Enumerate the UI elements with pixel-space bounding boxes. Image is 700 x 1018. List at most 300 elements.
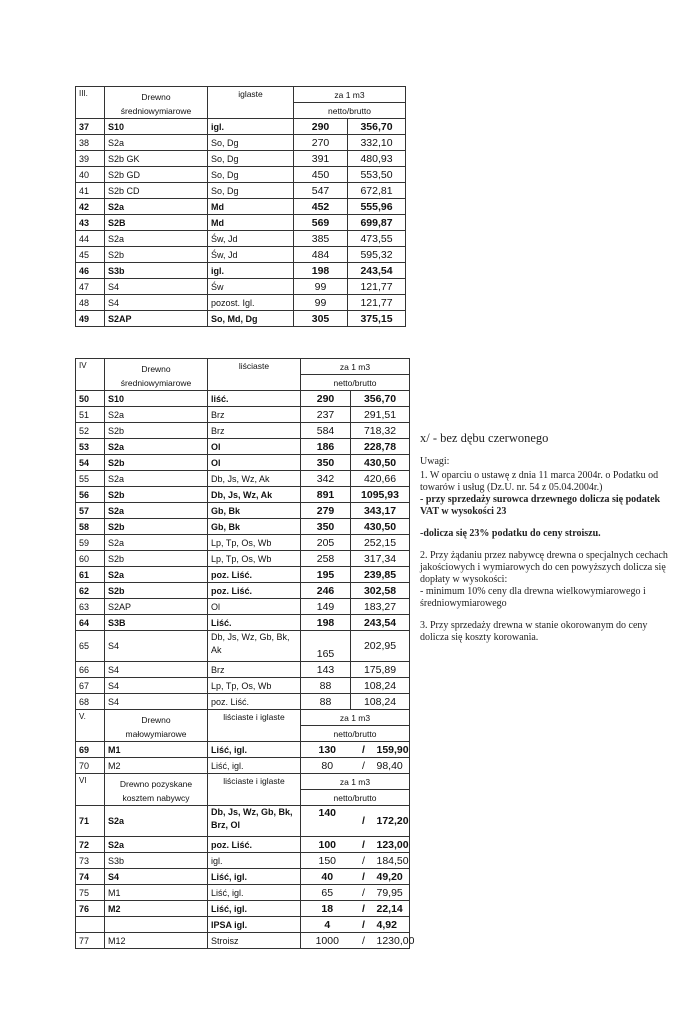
assortment-class: S2a: [105, 199, 208, 215]
row-number: 65: [76, 631, 105, 662]
row-number: [76, 917, 105, 933]
net-price: 246: [301, 583, 351, 599]
species: Gb, Bk: [208, 519, 301, 535]
gross-price: 121,77: [348, 279, 406, 295]
section5-title-line2: małowymiarowe: [125, 729, 187, 739]
table-row: [76, 151, 406, 167]
species: Md: [208, 215, 294, 231]
gross-price: 98,40: [376, 759, 403, 772]
gross-price: 1095,93: [351, 487, 410, 503]
table-row: [76, 885, 410, 901]
row-number: 38: [76, 135, 105, 151]
row-number: 54: [76, 455, 105, 471]
section4-title-line2: średniowymiarowe: [120, 378, 192, 388]
row-number: 45: [76, 247, 105, 263]
row-number: 53: [76, 439, 105, 455]
assortment-class: S3b: [105, 853, 208, 869]
row-number: 76: [76, 901, 105, 917]
slash-separator: /: [362, 854, 365, 867]
table-row: [76, 853, 410, 869]
gross-price: 184,50: [376, 854, 409, 867]
net-price: 350: [301, 455, 351, 471]
table-row: [76, 678, 410, 694]
gross-price: 672,81: [348, 183, 406, 199]
row-number: 72: [76, 837, 105, 853]
row-number: 58: [76, 519, 105, 535]
section6-title-line2: kosztem nabywcy: [122, 793, 190, 803]
assortment-class: S2b: [105, 487, 208, 503]
species: Md: [208, 199, 294, 215]
assortment-class: S4: [105, 694, 208, 710]
section4-species-header: liściaste: [208, 359, 301, 391]
assortment-class: S4: [105, 662, 208, 678]
gross-price-cell: [351, 853, 410, 869]
row-number: 68: [76, 694, 105, 710]
table-sections-4-6: [75, 358, 415, 949]
assortment-class: S2a: [105, 471, 208, 487]
assortment-class: S2AP: [105, 599, 208, 615]
gross-price: 473,55: [348, 231, 406, 247]
table-row: [76, 439, 410, 455]
table-row: [76, 901, 410, 917]
section6-price-header: za 1 m3: [301, 774, 410, 790]
species: poz. Liść.: [208, 567, 301, 583]
table-row: [76, 119, 406, 135]
section6-roman: VI: [76, 774, 105, 806]
gross-price: 243,54: [348, 263, 406, 279]
assortment-class: S2AP: [105, 311, 208, 327]
net-price: 149: [301, 599, 351, 615]
net-price: 305: [294, 311, 348, 327]
table-row: [76, 631, 410, 662]
species: Ol: [208, 455, 301, 471]
table-row: [76, 837, 410, 853]
species: So, Dg: [208, 183, 294, 199]
gross-price: 375,15: [348, 311, 406, 327]
gross-price: 718,32: [351, 423, 410, 439]
assortment-class: S2b: [105, 247, 208, 263]
gross-price: 356,70: [348, 119, 406, 135]
assortment-class: S2b: [105, 519, 208, 535]
assortment-class: S3b: [105, 263, 208, 279]
species: [208, 806, 301, 837]
row-number: 63: [76, 599, 105, 615]
section3-header-row: [76, 87, 406, 103]
assortment-class: S2a: [105, 567, 208, 583]
gross-price: 121,77: [348, 295, 406, 311]
species: Lp, Tp, Os, Wb: [208, 678, 301, 694]
net-price: 99: [294, 279, 348, 295]
gross-price: 123,00: [376, 838, 409, 851]
species: poz. Liść.: [208, 837, 301, 853]
gross-price: 595,32: [348, 247, 406, 263]
table-row: [76, 311, 406, 327]
table-row: [76, 471, 410, 487]
table-row: [76, 279, 406, 295]
species: Ol: [208, 599, 301, 615]
assortment-class: S2b GK: [105, 151, 208, 167]
gross-price: 183,27: [351, 599, 410, 615]
gross-price: 291,51: [351, 407, 410, 423]
gross-price: 480,93: [348, 151, 406, 167]
table-row: [76, 199, 406, 215]
table-row: [76, 567, 410, 583]
section5-title: [105, 710, 208, 742]
net-price: 279: [301, 503, 351, 519]
assortment-class: M1: [105, 742, 208, 758]
gross-price: 159,90: [376, 743, 409, 756]
species: Brz: [208, 662, 301, 678]
species-line2: Brz, Ol: [211, 820, 241, 830]
species: Św, Jd: [208, 247, 294, 263]
gross-price: 239,85: [351, 567, 410, 583]
row-number: 56: [76, 487, 105, 503]
species: IPSA igl.: [208, 917, 301, 933]
section4-price-header: za 1 m3: [301, 359, 410, 375]
note-3: 3. Przy sprzedaży drewna w stanie okorowanym do ceny dolicza się koszty korowania.: [420, 620, 648, 643]
assortment-class: S10: [105, 391, 208, 407]
gross-price: 317,34: [351, 551, 410, 567]
gross-price: 555,96: [348, 199, 406, 215]
net-price: 88: [301, 678, 351, 694]
row-number: 69: [76, 742, 105, 758]
species: Brz: [208, 407, 301, 423]
species: igl.: [208, 853, 301, 869]
row-number: 60: [76, 551, 105, 567]
net-price: 350: [301, 519, 351, 535]
net-price: 584: [301, 423, 351, 439]
row-number: 51: [76, 407, 105, 423]
net-price: 237: [301, 407, 351, 423]
note-1-vat: - przy sprzedaży surowca drzewnego dolicza się podatek VAT w wysokości 23: [420, 494, 661, 517]
species: Św: [208, 279, 294, 295]
note-1: [420, 470, 678, 518]
assortment-class: S2a: [105, 407, 208, 423]
row-number: 77: [76, 933, 105, 949]
slash-separator: /: [362, 743, 365, 756]
net-price: 569: [294, 215, 348, 231]
gross-price: 420,66: [351, 471, 410, 487]
species: So, Dg: [208, 151, 294, 167]
row-number: 55: [76, 471, 105, 487]
net-price: 391: [294, 151, 348, 167]
row-number: 74: [76, 869, 105, 885]
net-price: 290: [301, 391, 351, 407]
assortment-class: S2a: [105, 806, 208, 837]
gross-price: 79,95: [376, 886, 403, 899]
table-row: [76, 599, 410, 615]
gross-price: 108,24: [351, 694, 410, 710]
table-row: [76, 455, 410, 471]
gross-price-cell: [351, 837, 410, 853]
row-number: 64: [76, 615, 105, 631]
row-number: 59: [76, 535, 105, 551]
gross-price-cell: [351, 758, 410, 774]
assortment-class: S2b: [105, 423, 208, 439]
species: poz. Liść.: [208, 583, 301, 599]
table-row: [76, 933, 410, 949]
section3-title-line1: Drewno: [141, 92, 171, 102]
gross-price: 699,87: [348, 215, 406, 231]
species: Liść, igl.: [208, 901, 301, 917]
net-price: 65: [301, 885, 351, 901]
species: Liść, igl.: [208, 869, 301, 885]
net-price: 4: [301, 917, 351, 933]
table-row: [76, 487, 410, 503]
gross-price: 172,20: [376, 815, 409, 827]
gross-price: 175,89: [351, 662, 410, 678]
table-row: [76, 806, 410, 837]
gross-price: 430,50: [351, 519, 410, 535]
net-price: 205: [301, 535, 351, 551]
assortment-class: S2b CD: [105, 183, 208, 199]
gross-price: 108,24: [351, 678, 410, 694]
section5-title-line1: Drewno: [141, 715, 171, 725]
row-number: 41: [76, 183, 105, 199]
assortment-class: [105, 917, 208, 933]
section4-header-row: [76, 359, 410, 375]
section6-species-header: liściaste i iglaste: [208, 774, 301, 806]
note-2-text: 2. Przy żądaniu przez nabywcę drewna o specjalnych cechach jakościowych i wymiarowych do cen powyższych dolicza się dopłaty w wysokości:: [420, 550, 668, 585]
species: Stroisz: [208, 933, 301, 949]
table-row: [76, 503, 410, 519]
uwagi-heading: Uwagi:: [420, 456, 450, 467]
table-row: [76, 583, 410, 599]
species: Liść, igl.: [208, 742, 301, 758]
table-row: [76, 231, 406, 247]
gross-price-cell: [351, 806, 410, 837]
table-row: [76, 295, 406, 311]
row-number: 66: [76, 662, 105, 678]
species: igl.: [208, 263, 294, 279]
species: igl.: [208, 119, 294, 135]
net-price: 1000: [301, 933, 351, 949]
row-number: 75: [76, 885, 105, 901]
species: Liść.: [208, 615, 301, 631]
slash-separator: /: [362, 870, 365, 883]
assortment-class: S4: [105, 869, 208, 885]
net-price: 99: [294, 295, 348, 311]
species: Db, Js, Wz, Ak: [208, 487, 301, 503]
row-number: 43: [76, 215, 105, 231]
net-price: 186: [301, 439, 351, 455]
species: Gb, Bk: [208, 503, 301, 519]
species-line1: Db, Js, Wz, Gb, Bk,: [211, 632, 290, 642]
row-number: 62: [76, 583, 105, 599]
table-row: [76, 869, 410, 885]
net-price: 891: [301, 487, 351, 503]
assortment-class: S2b: [105, 551, 208, 567]
row-number: 52: [76, 423, 105, 439]
gross-price: 430,50: [351, 455, 410, 471]
gross-price-cell: [351, 901, 410, 917]
gross-price: 356,70: [351, 391, 410, 407]
table-section-3: [75, 86, 406, 327]
gross-price: 4,92: [376, 918, 397, 931]
assortment-class: S2B: [105, 215, 208, 231]
species: poz. Liść.: [208, 694, 301, 710]
species: pozost. Igl.: [208, 295, 294, 311]
x-note: x/ - bez dębu czerwonego: [420, 431, 549, 445]
section3-species-header: iglaste: [208, 87, 294, 119]
section3-roman: III.: [76, 87, 105, 119]
net-price: 130: [301, 742, 351, 758]
row-number: 42: [76, 199, 105, 215]
gross-price: 1230,00: [376, 934, 415, 947]
row-number: 70: [76, 758, 105, 774]
table-row: [76, 423, 410, 439]
row-number: 47: [76, 279, 105, 295]
assortment-class: S2a: [105, 503, 208, 519]
net-price: 450: [294, 167, 348, 183]
gross-price: 332,10: [348, 135, 406, 151]
note-2-min: - minimum 10% ceny dla drewna wielkowymiarowego i średniowymiarowego: [420, 586, 646, 609]
section5-price-header: za 1 m3: [301, 710, 410, 726]
assortment-class: M2: [105, 758, 208, 774]
assortment-class: S2a: [105, 439, 208, 455]
gross-price: 343,17: [351, 503, 410, 519]
net-price: 195: [301, 567, 351, 583]
row-number: 57: [76, 503, 105, 519]
section6-price-sub: netto/brutto: [301, 790, 410, 806]
net-price: 198: [294, 263, 348, 279]
assortment-class: M12: [105, 933, 208, 949]
row-number: 48: [76, 295, 105, 311]
table-row: [76, 615, 410, 631]
row-number: 44: [76, 231, 105, 247]
species: Ol: [208, 439, 301, 455]
section6-title-line1: Drewno pozyskane: [119, 779, 193, 789]
table-row: [76, 742, 410, 758]
species: Św, Jd: [208, 231, 294, 247]
row-number: 50: [76, 391, 105, 407]
net-price: 140: [301, 806, 351, 837]
table-row: [76, 215, 406, 231]
section3-title: [105, 87, 208, 119]
section3-title-line2: średniowymiarowe: [120, 106, 192, 116]
gross-price-cell: [351, 742, 410, 758]
table-row: [76, 551, 410, 567]
slash-separator: /: [362, 838, 365, 851]
gross-price: 49,20: [376, 870, 403, 883]
table-row: [76, 519, 410, 535]
notes-block: [420, 432, 678, 654]
slash-separator: /: [362, 759, 365, 772]
assortment-class: S2a: [105, 535, 208, 551]
table-row: [76, 758, 410, 774]
net-price: 88: [301, 694, 351, 710]
net-price: 258: [301, 551, 351, 567]
assortment-class: S2b GD: [105, 167, 208, 183]
gross-price-cell: [351, 933, 415, 949]
row-number: 40: [76, 167, 105, 183]
assortment-class: S2b: [105, 455, 208, 471]
assortment-class: S4: [105, 678, 208, 694]
net-price: 150: [301, 853, 351, 869]
table-row: [76, 407, 410, 423]
species: Lp, Tp, Os, Wb: [208, 535, 301, 551]
assortment-class: S2a: [105, 837, 208, 853]
table-row: [76, 917, 410, 933]
row-number: 37: [76, 119, 105, 135]
section6-title: [105, 774, 208, 806]
net-price: 143: [301, 662, 351, 678]
species: Liść, igl.: [208, 885, 301, 901]
assortment-class: S4: [105, 295, 208, 311]
section3-price-sub: netto/brutto: [294, 103, 406, 119]
gross-price: 202,95: [351, 631, 410, 662]
net-price: 270: [294, 135, 348, 151]
assortment-class: S4: [105, 631, 208, 662]
row-number: 67: [76, 678, 105, 694]
assortment-class: S4: [105, 279, 208, 295]
species: Brz: [208, 423, 301, 439]
section4-roman: IV: [76, 359, 105, 391]
table-row: [76, 135, 406, 151]
assortment-class: S2a: [105, 135, 208, 151]
gross-price: 553,50: [348, 167, 406, 183]
net-price: 165: [301, 631, 351, 662]
row-number: 73: [76, 853, 105, 869]
table-row: [76, 391, 410, 407]
net-price: 80: [301, 758, 351, 774]
section4-price-sub: netto/brutto: [301, 375, 410, 391]
slash-separator: /: [362, 934, 365, 947]
gross-price: 228,78: [351, 439, 410, 455]
net-price: 342: [301, 471, 351, 487]
assortment-class: S3B: [105, 615, 208, 631]
note-1-stroisz: -dolicza się 23% podatku do ceny stroiszu.: [420, 528, 601, 539]
gross-price: 302,58: [351, 583, 410, 599]
species: Liść, igl.: [208, 758, 301, 774]
row-number: 49: [76, 311, 105, 327]
slash-separator: /: [362, 902, 365, 915]
section5-header-row: [76, 710, 410, 726]
table-row: [76, 662, 410, 678]
table-row: [76, 694, 410, 710]
table-row: [76, 183, 406, 199]
assortment-class: M2: [105, 901, 208, 917]
net-price: 484: [294, 247, 348, 263]
slash-separator: /: [362, 918, 365, 931]
row-number: 46: [76, 263, 105, 279]
species: Db, Js, Wz, Ak: [208, 471, 301, 487]
species: [208, 631, 301, 662]
net-price: 18: [301, 901, 351, 917]
net-price: 100: [301, 837, 351, 853]
species-line2: Ak: [211, 645, 222, 655]
row-number: 61: [76, 567, 105, 583]
section4-title: [105, 359, 208, 391]
assortment-class: S10: [105, 119, 208, 135]
table-row: [76, 535, 410, 551]
net-price: 385: [294, 231, 348, 247]
gross-price-cell: [351, 917, 410, 933]
net-price: 198: [301, 615, 351, 631]
section3-price-header: za 1 m3: [294, 87, 406, 103]
section5-roman: V.: [76, 710, 105, 742]
gross-price: 22,14: [376, 902, 403, 915]
species: So, Dg: [208, 167, 294, 183]
species: Lp, Tp, Os, Wb: [208, 551, 301, 567]
table-row: [76, 167, 406, 183]
assortment-class: S2b: [105, 583, 208, 599]
species: So, Md, Dg: [208, 311, 294, 327]
assortment-class: S2a: [105, 231, 208, 247]
species: liść.: [208, 391, 301, 407]
note-1-text: 1. W oparciu o ustawę z dnia 11 marca 2004r. o Podatku od towarów i usług (Dz.U. nr. 54 z 05.04.2004r.): [420, 470, 659, 493]
net-price: 290: [294, 119, 348, 135]
